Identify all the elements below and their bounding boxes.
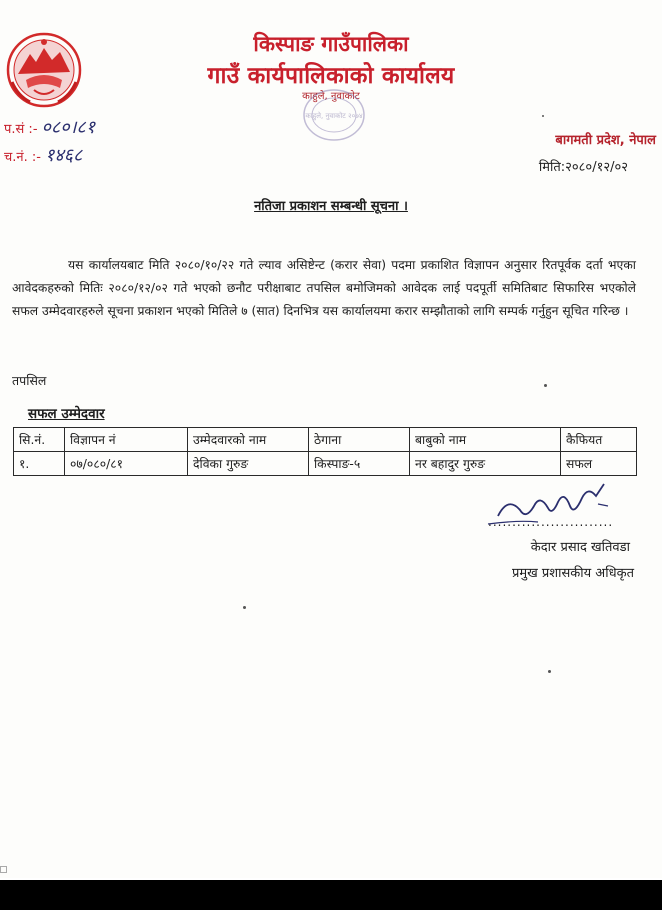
cell-candidate-name: देविका गुरुङ	[188, 452, 309, 476]
chalani-label: च.नं. :-	[4, 150, 41, 165]
tapsil-label: तपसिल	[12, 373, 47, 388]
stamp-text: काहुले, नुवाकोट २०७४	[305, 112, 363, 120]
col-serial: सि.नं.	[14, 428, 65, 452]
results-table	[13, 427, 637, 476]
office-stamp	[300, 86, 368, 144]
scan-speck	[544, 384, 547, 387]
subject-text: नतिजा प्रकाशन सम्बन्धी सूचना ।	[254, 199, 408, 214]
scanner-watermark	[0, 866, 9, 873]
notice-body: यस कार्यालयबाट मिति २०८०/१०/२२ गते ल्याव असिष्टेन्ट (करार सेवा) पदमा प्रकाशित विज्ञापन अनुसार रितपूर्वक दर्ता भएका आवेदकहरुको मितिः २०८०/१२/०२ गते भएको छनौट परीक्षाबाट तपसिल बमोजिमको आवेदक लाई पदपूर्ती समितिबाट सिफारिस भएकोले सफल उम्मेदवारहरुले सूचना प्रकाशन भएको मितिले ७ (सात) दिनभित्र यस कार्यालयमा करार सम्झौताको लागि सम्पर्क गर्नुहुन सूचित गरिन्छ ।	[12, 258, 636, 318]
table-row	[14, 452, 637, 476]
col-advert-no: विज्ञापन नं	[65, 428, 188, 452]
scanner-logo-icon	[0, 866, 7, 873]
municipality-name: किस्पाङ गाउँपालिका	[253, 32, 409, 56]
col-father-name: बाबुको नाम	[410, 428, 561, 452]
notice-subject	[0, 196, 662, 214]
bottom-black-bar	[0, 880, 662, 910]
table-header-row	[14, 428, 637, 452]
chalani-value: १४६८	[44, 145, 83, 166]
cell-address: किस्पाङ-५	[309, 452, 410, 476]
cell-advert-no: ०७/०८०/८१	[65, 452, 188, 476]
cell-father-name: नर बहादुर गुरुङ	[410, 452, 561, 476]
successful-candidates-title: सफल उम्मेदवार	[28, 406, 105, 422]
cell-serial: १.	[14, 452, 65, 476]
cell-remarks: सफल	[561, 452, 637, 476]
chalani-number	[4, 143, 82, 167]
office-name: गाउँ कार्यपालिकाको कार्यालय	[207, 63, 455, 89]
col-address: ठेगाना	[309, 428, 410, 452]
signature-line: ..........................	[488, 515, 614, 529]
office-location: काहुले, नुवाकोट	[302, 91, 360, 102]
patra-value: ०८०।८१	[41, 117, 96, 138]
col-candidate-name: उम्मेदवारको नाम	[188, 428, 309, 452]
patra-sankhya	[4, 115, 95, 139]
signatory-name: केदार प्रसाद खतिवडा	[530, 540, 630, 555]
signatory-designation: प्रमुख प्रशासकीय अधिकृत	[511, 566, 634, 581]
scan-speck	[243, 606, 246, 609]
notice-date: मिति:२०८०/१२/०२	[538, 160, 628, 175]
province: बागमती प्रदेश, नेपाल	[555, 133, 656, 148]
scan-speck	[542, 115, 544, 117]
col-remarks: कैफियत	[561, 428, 637, 452]
scan-speck	[548, 670, 551, 673]
patra-label: प.सं :-	[4, 122, 38, 137]
